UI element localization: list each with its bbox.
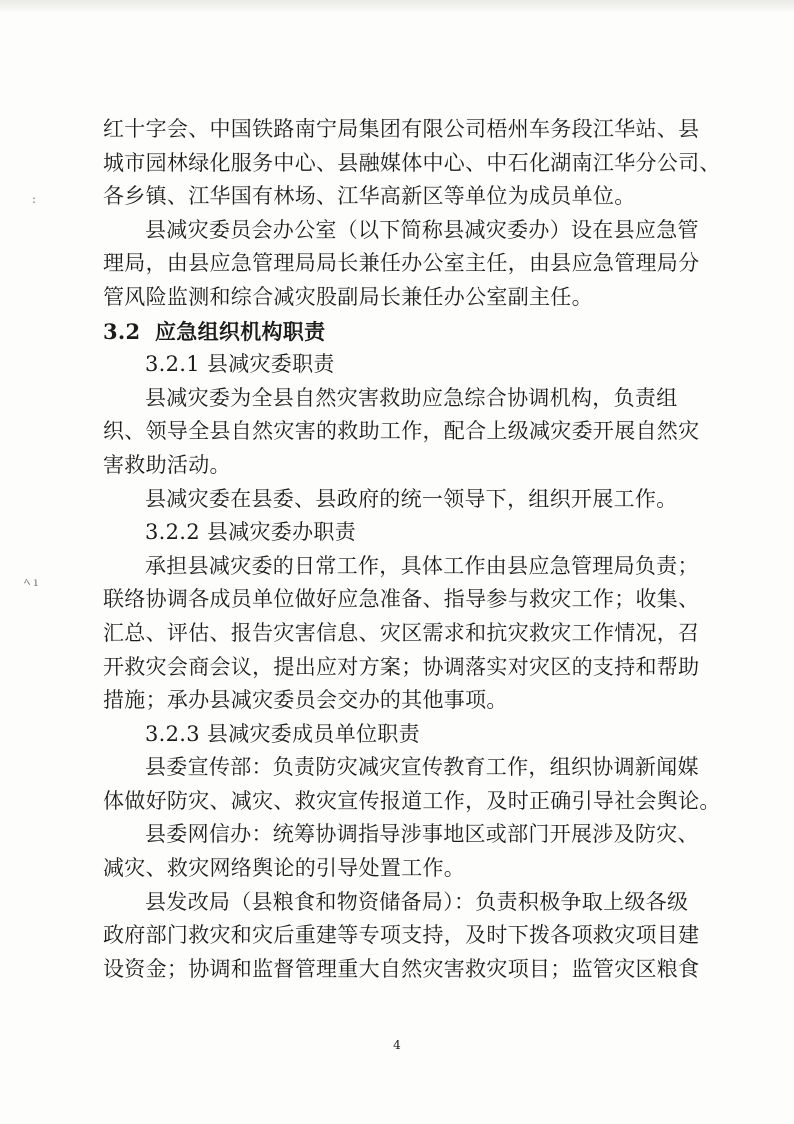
paragraph-line: 县委网信办：统筹协调指导涉事地区或部门开展涉及防灾、 [145, 822, 699, 847]
paragraph-line: 县发改局（县粮食和物资储备局）：负责积极争取上级各级 [145, 889, 689, 914]
paragraph-line: 红十字会、中国铁路南宁局集团有限公司梧州车务段江华站、县 [103, 117, 700, 141]
paragraph-line: 各乡镇、江华国有林场、江华高新区等单位为成员单位。 [103, 184, 636, 209]
paragraph-line: 害救助活动。 [103, 452, 231, 477]
paragraph-line: 城市园林绿化服务中心、县融媒体中心、中石化湖南江华分公司、 [103, 150, 721, 175]
scan-top-edge [0, 0, 794, 14]
paragraph-line: 承担县减灾委的日常工作，具体工作由县应急管理局负责； [145, 553, 699, 578]
paragraph-line: 管风险监测和综合减灾股副局长兼任办公室副主任。 [103, 284, 593, 309]
paragraph-line: 织、领导全县自然灾害的救助工作，配合上级减灾委开展自然灾 [103, 419, 700, 444]
paragraph-line: 联络协调各成员单位做好应急准备、指导参与救灾工作；收集、 [103, 587, 700, 612]
paragraph-line: 理局，由县应急管理局局长兼任办公室主任，由县应急管理局分 [103, 251, 700, 276]
paragraph-line: 体做好防灾、减灾、救灾宣传报道工作，及时正确引导社会舆论。 [103, 788, 721, 813]
paragraph-line: 县减灾委为全县自然灾害救助应急综合协调机构，负责组 [145, 385, 678, 410]
paragraph-line: 开救灾会商会议，提出应对方案；协调落实对灾区的支持和帮助 [103, 654, 700, 679]
subsection-heading: 3.2.3 县减灾委成员单位职责 [145, 721, 420, 746]
paragraph-line: 县减灾委在县委、县政府的统一领导下，组织开展工作。 [145, 486, 678, 511]
paragraph-line: 政府部门救灾和灾后重建等专项支持，及时下拨各项救灾项目建 [103, 923, 700, 948]
margin-mark: ﾍ ı [24, 575, 38, 589]
document-body [103, 113, 721, 986]
paragraph-line: 措施；承办县减灾委员会交办的其他事项。 [103, 688, 508, 713]
page-number: 4 [393, 1038, 401, 1052]
section-title: 应急组织机构职责 [155, 318, 326, 344]
subsection-heading: 3.2.1 县减灾委职责 [145, 352, 335, 377]
subsection-heading: 3.2.2 县减灾委办职责 [145, 520, 357, 545]
margin-mark: : [32, 192, 37, 206]
paragraph-line: 县减灾委员会办公室（以下简称县减灾委办）设在县应急管 [145, 217, 699, 242]
paragraph-line: 县委宣传部：负责防灾减灾宣传教育工作，组织协调新闻媒 [145, 755, 699, 780]
section-number: 3.2 [103, 318, 141, 344]
paragraph-line: 减灾、救灾网络舆论的引导处置工作。 [103, 856, 466, 881]
section-heading [103, 315, 703, 349]
paragraph-line: 汇总、评估、报告灾害信息、灾区需求和抗灾救灾工作情况，召 [103, 620, 700, 645]
paragraph-line: 设资金；协调和监督管理重大自然灾害救灾项目；监管灾区粮食 [103, 956, 700, 981]
